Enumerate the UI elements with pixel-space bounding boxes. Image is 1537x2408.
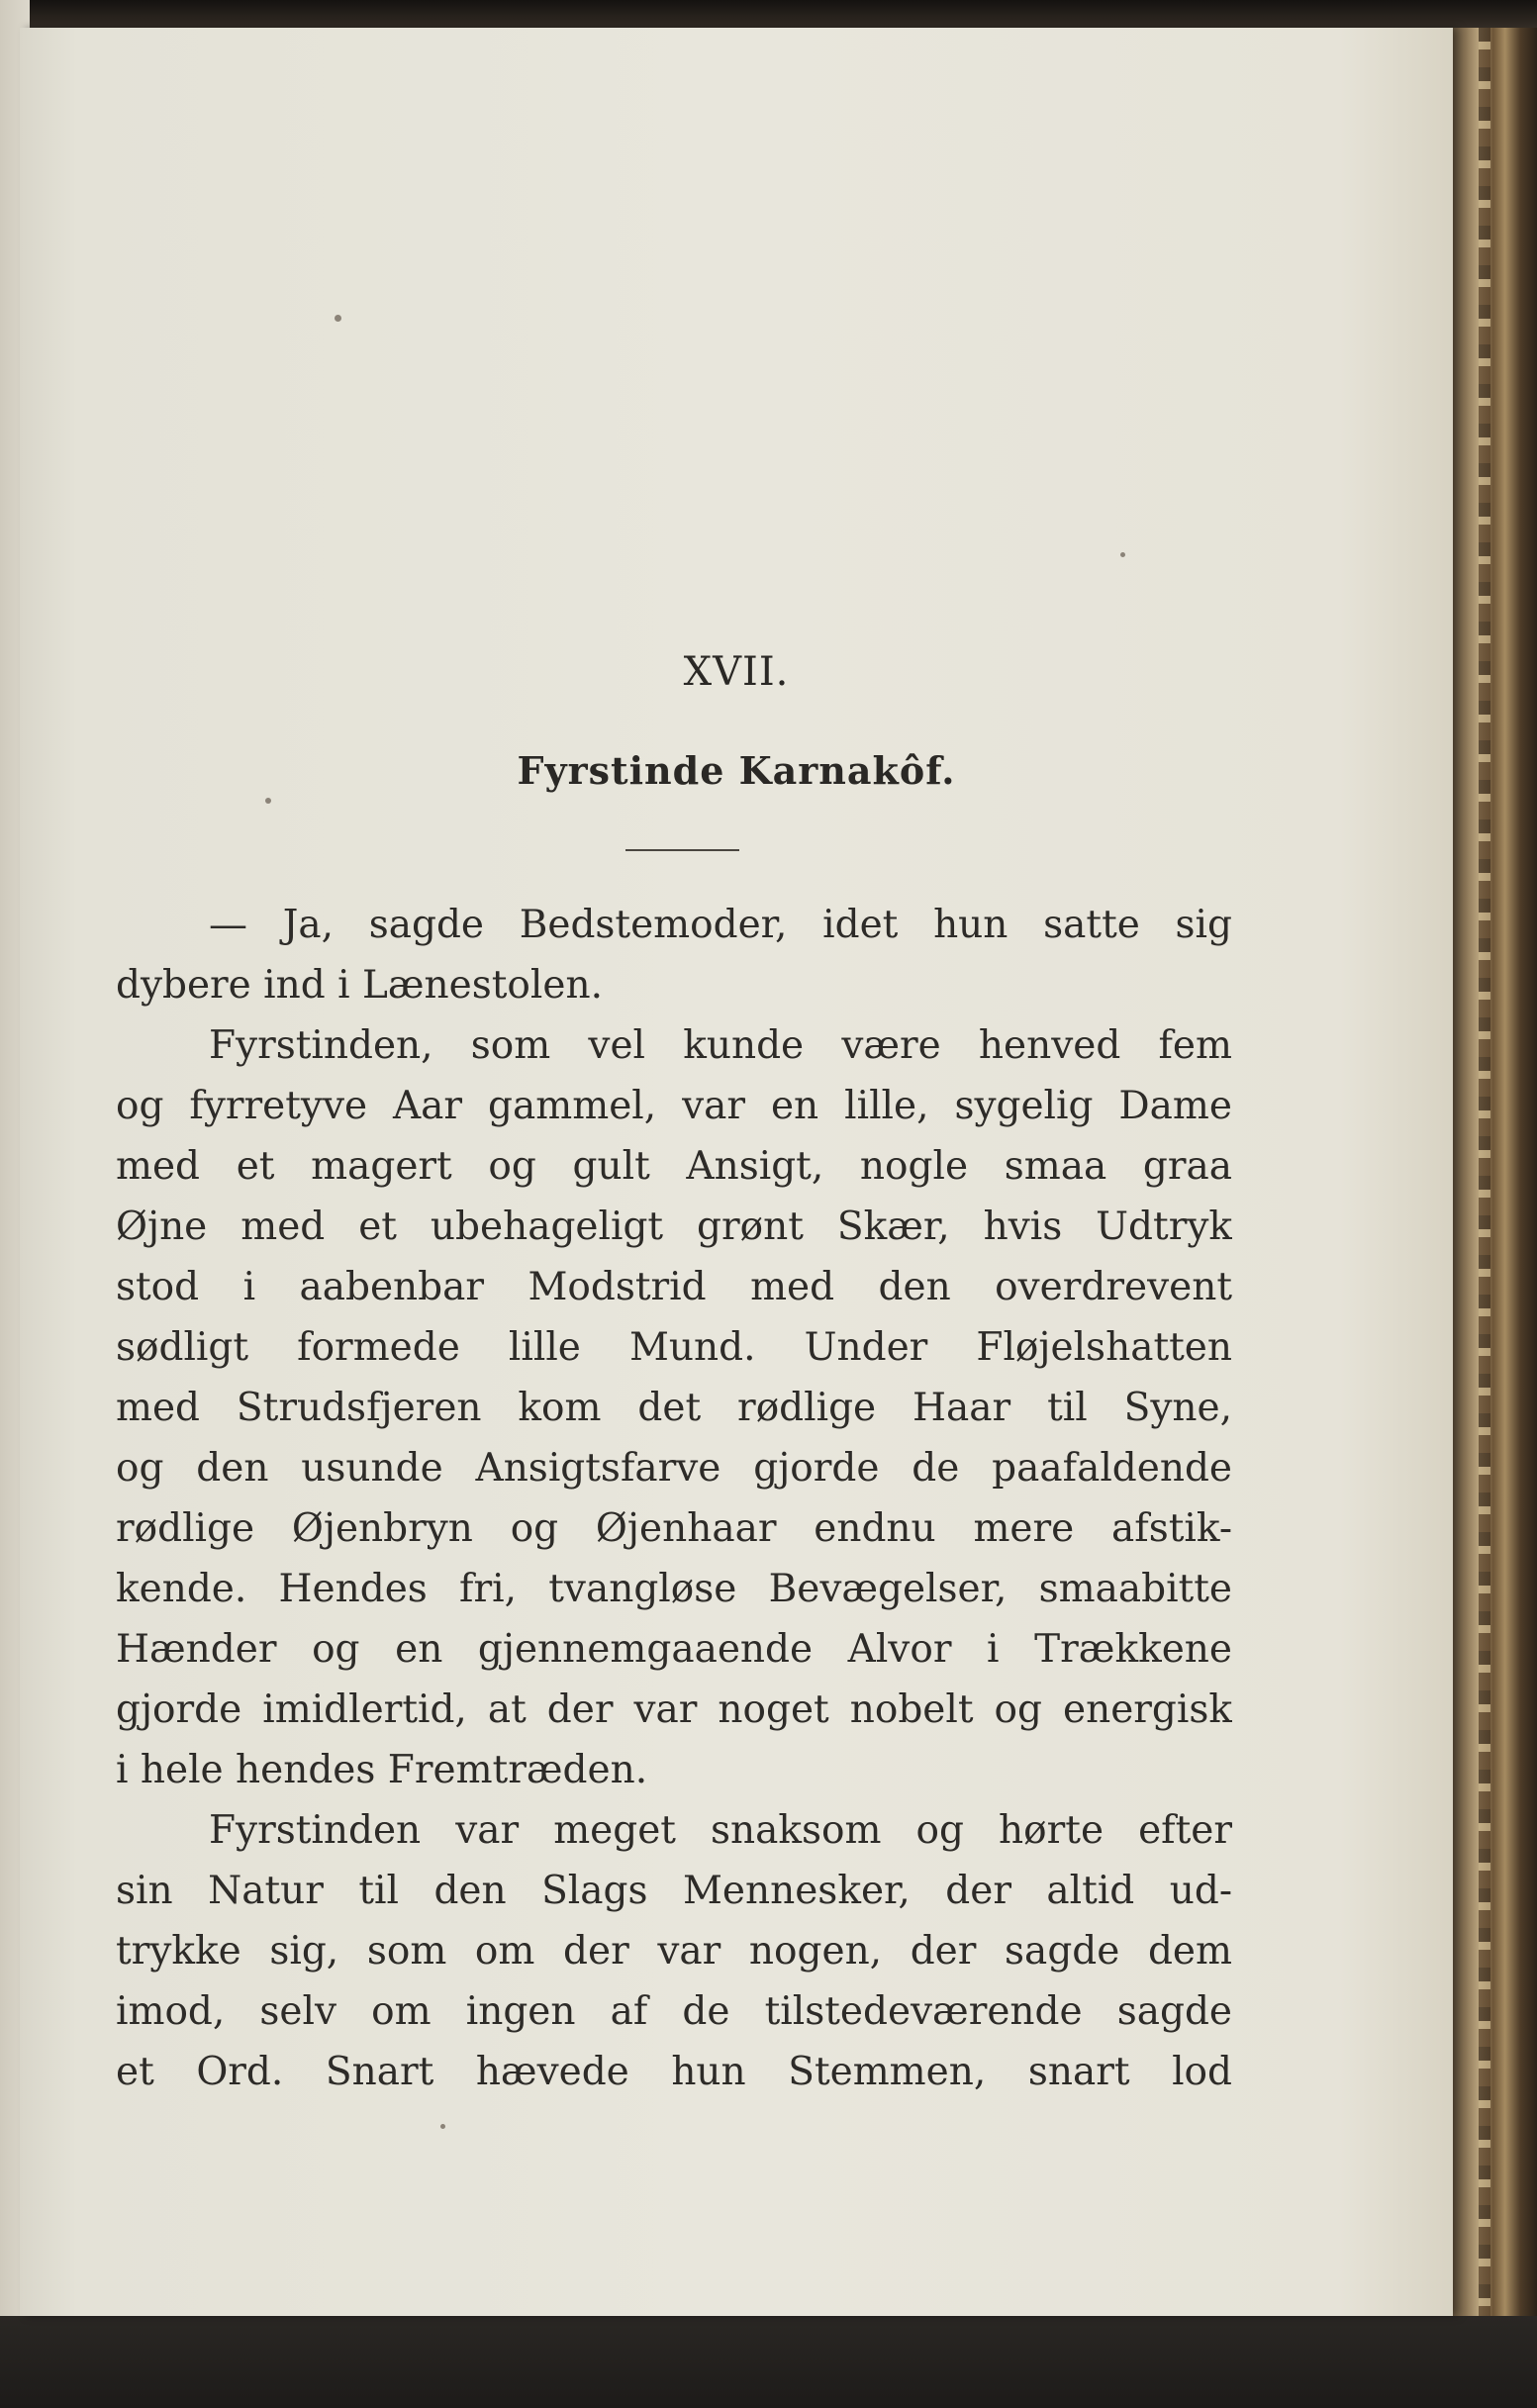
text-line: gjorde imidlertid, at der var noget nobelt og energisk bbox=[116, 1687, 1232, 1732]
text-line: trykke sig, som om der var nogen, der sagde dem bbox=[116, 1929, 1232, 1974]
fore-edge-pages bbox=[1479, 28, 1490, 2344]
text-line: med Strudsfjeren kom det rødlige Haar til Syne, bbox=[116, 1386, 1232, 1430]
text-line: dybere ind i Lænestolen. bbox=[116, 963, 603, 1008]
chapter-title: Fyrstinde Karnakôf. bbox=[517, 748, 956, 793]
chapter-number: XVII. bbox=[683, 649, 790, 695]
paper-speck bbox=[1120, 552, 1125, 557]
book-fore-edge bbox=[1453, 28, 1537, 2344]
text-line: rødlige Øjenbryn og Øjenhaar endnu mere afstik- bbox=[116, 1506, 1232, 1551]
text-line: — Ja, sagde Bedstemoder, idet hun satte sig bbox=[209, 903, 1232, 947]
paper-speck bbox=[265, 798, 271, 804]
chapter-divider bbox=[625, 849, 739, 851]
paper-speck bbox=[335, 315, 341, 322]
text-line: og den usunde Ansigtsfarve gjorde de paafaldende bbox=[116, 1446, 1232, 1491]
text-line: imod, selv om ingen af de tilstedeværende sagde bbox=[116, 1989, 1232, 2034]
text-line: Øjne med et ubehageligt grønt Skær, hvis Udtryk bbox=[116, 1204, 1232, 1249]
text-line: Fyrstinden var meget snaksom og hørte efter bbox=[209, 1808, 1232, 1853]
text-line: med et magert og gult Ansigt, nogle smaa graa bbox=[116, 1144, 1232, 1189]
text-line: i hele hendes Fremtræden. bbox=[116, 1748, 648, 1792]
paper-speck bbox=[440, 2124, 445, 2129]
book-page bbox=[20, 28, 1453, 2316]
text-line: sødligt formede lille Mund. Under Fløjelshatten bbox=[116, 1325, 1232, 1370]
bottom-shadow bbox=[0, 2316, 1537, 2408]
text-line: og fyrretyve Aar gammel, var en lille, sygelig Dame bbox=[116, 1084, 1232, 1128]
text-line: sin Natur til den Slags Mennesker, der altid ud- bbox=[116, 1869, 1232, 1913]
text-line: stod i aabenbar Modstrid med den overdrevent bbox=[116, 1265, 1232, 1309]
text-line: kende. Hendes fri, tvangløse Bevægelser, smaabitte bbox=[116, 1567, 1232, 1611]
page-body bbox=[116, 895, 1232, 2102]
text-line: Hænder og en gjennemgaaende Alvor i Trækkene bbox=[116, 1627, 1232, 1672]
text-line: et Ord. Snart hævede hun Stemmen, snart lod bbox=[116, 2050, 1232, 2094]
text-line: Fyrstinden, som vel kunde være henved fem bbox=[209, 1023, 1232, 1068]
